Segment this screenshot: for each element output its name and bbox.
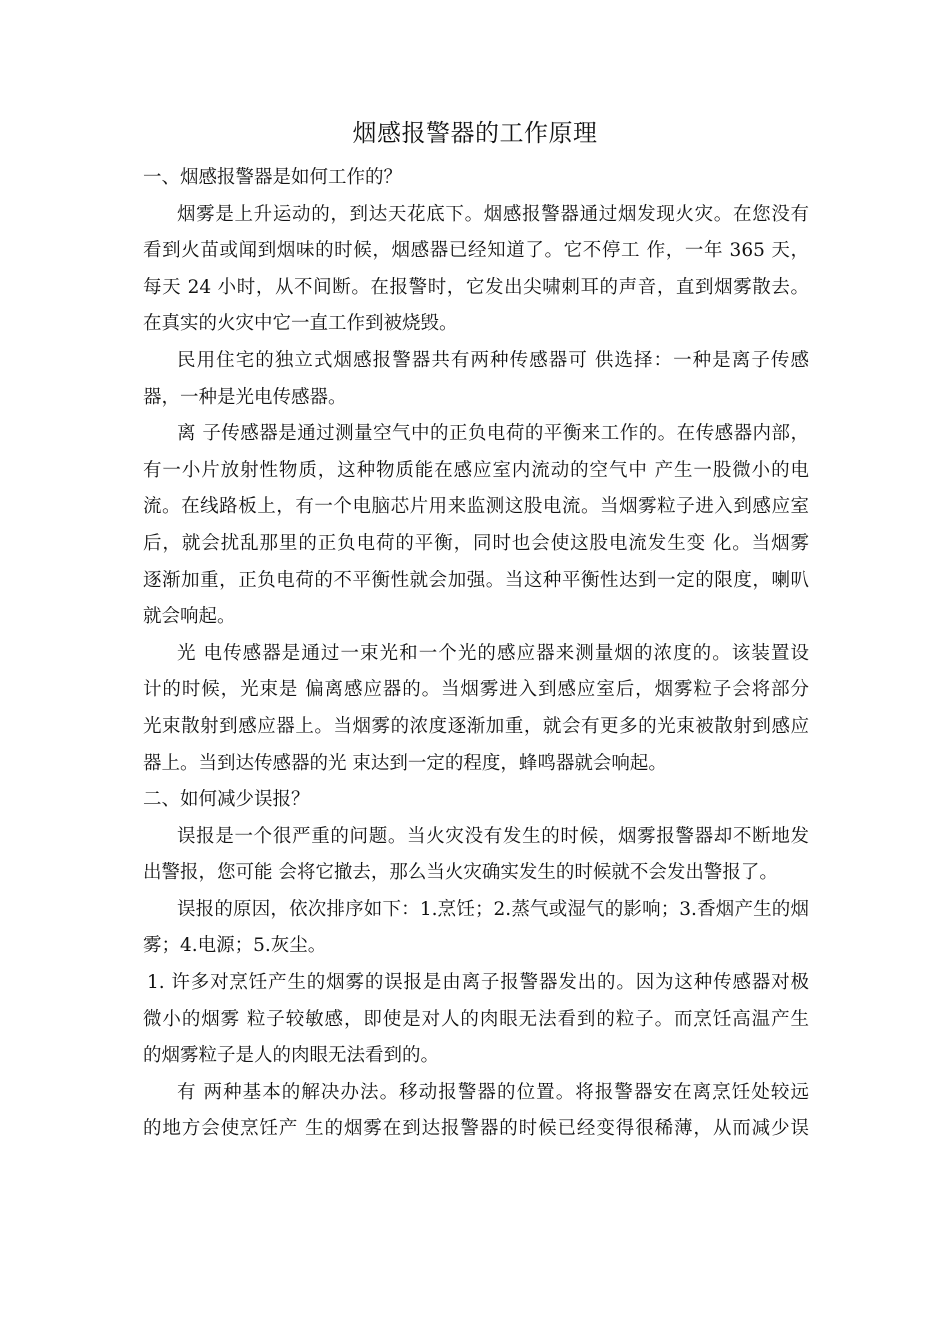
paragraph-line: 有 两种基本的解决办法。移动报警器的位置。将报警器安在离烹饪处较远	[177, 1081, 809, 1103]
paragraph-line: 器上。当到达传感器的光 束达到一定的程度，蜂鸣器就会响起。	[143, 752, 667, 774]
paragraph-line: 就会响起。	[143, 606, 236, 628]
paragraph-line: 的烟雾粒子是人的肉眼无法看到的。	[143, 1045, 440, 1067]
section-heading: 二、如何减少误报？	[143, 789, 310, 811]
paragraph-line: 微小的烟雾 粒子较敏感，即使是对人的肉眼无法看到的粒子。而烹饪高温产生	[143, 1008, 809, 1030]
paragraph-line: 光 电传感器是通过一束光和一个光的感应器来测量烟的浓度的。该装置设	[177, 642, 809, 664]
section-heading: 一、烟感报警器是如何工作的？	[143, 167, 403, 188]
paragraph-line: 烟雾是上升运动的，到达天花底下。烟感报警器通过烟发现火灾。在您没有	[177, 203, 809, 225]
paragraph-line: 计的时候，光束是 偏离感应器的。当烟雾进入到感应室后，烟雾粒子会将部分	[143, 679, 809, 701]
paragraph-line: 有一小片放射性物质，这种物质能在感应室内流动的空气中 产生一股微小的电	[143, 459, 809, 481]
document-body	[143, 160, 809, 1148]
paragraph-line: 1. 许多对烹饪产生的烟雾的误报是由离子报警器发出的。因为这种传感器对极	[147, 972, 809, 994]
paragraph-line: 看到火苗或闻到烟味的时候，烟感器已经知道了。它不停工 作，一年 365 天，	[143, 240, 809, 262]
paragraph-line: 误报的原因，依次排序如下：1.烹饪；2.蒸气或湿气的影响；3.香烟产生的烟	[177, 898, 809, 920]
document-title: 烟感报警器的工作原理	[352, 119, 598, 147]
paragraph-line: 器，一种是光电传感器。	[143, 386, 347, 408]
paragraph-line: 流。在线路板上，有一个电脑芯片用来监测这股电流。当烟雾粒子进入到感应室	[143, 496, 809, 518]
paragraph-line: 后，就会扰乱那里的正负电荷的平衡，同时也会使这股电流发生变 化。当烟雾	[143, 532, 809, 554]
paragraph-line: 在真实的火灾中它一直工作到被烧毁。	[143, 313, 458, 335]
paragraph-line: 逐渐加重，正负电荷的不平衡性就会加强。当这种平衡性达到一定的限度，喇叭	[143, 569, 809, 591]
paragraph-line: 离 子传感器是通过测量空气中的正负电荷的平衡来工作的。在传感器内部，	[177, 423, 809, 445]
paragraph-line: 雾；4.电源；5.灰尘。	[143, 935, 327, 957]
paragraph-line: 光束散射到感应器上。当烟雾的浓度逐渐加重，就会有更多的光束被散射到感应	[143, 715, 809, 737]
paragraph-line: 误报是一个很严重的问题。当火灾没有发生的时候，烟雾报警器却不断地发	[177, 825, 809, 847]
paragraph-line: 民用住宅的独立式烟感报警器共有两种传感器可 供选择：一种是离子传感	[177, 349, 809, 371]
paragraph-line: 出警报，您可能 会将它撤去，那么当火灾确实发生的时候就不会发出警报了。	[143, 862, 778, 884]
paragraph-line: 的地方会使烹饪产 生的烟雾在到达报警器的时候已经变得很稀薄，从而减少误	[143, 1118, 809, 1140]
paragraph-line: 每天 24 小时，从不间断。在报警时，它发出尖啸刺耳的声音，直到烟雾散去。	[143, 276, 809, 298]
